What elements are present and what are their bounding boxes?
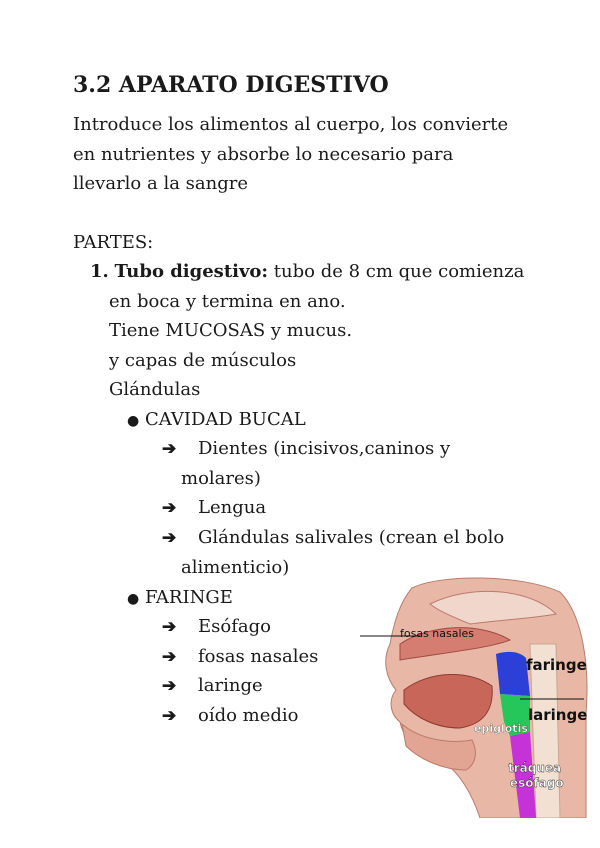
item-1-term: Tubo digestivo:: [114, 261, 269, 282]
arrow-icon: ➔: [162, 617, 177, 637]
sub-item-esofago: [162, 612, 271, 643]
label-faringe: faringe: [526, 656, 587, 674]
sub-item-label: Lengua: [198, 497, 267, 518]
item-1-continuation: en boca y termina en ano.: [109, 291, 346, 312]
sub-item-label: oído medio: [198, 705, 299, 726]
bullet-cavidad-bucal: [127, 405, 306, 437]
sub-item-continuation: molares): [181, 468, 261, 489]
item-1-continuation: Tiene MUCOSAS y mucus.: [109, 320, 353, 341]
bullet-icon: ●: [127, 591, 140, 607]
label-laringe: laringe: [528, 706, 588, 724]
sub-item-glandulas: [162, 523, 504, 554]
bullet-icon: ●: [127, 413, 140, 429]
item-1-line: [90, 257, 524, 287]
bullet-faringe: [127, 583, 233, 615]
item-1-continuation: Glándulas: [109, 379, 201, 400]
label-traquea: tráquea: [508, 761, 562, 775]
item-1-number: 1.: [90, 261, 109, 282]
bullet-label: FARINGE: [145, 587, 233, 608]
sub-item-continuation: alimenticio): [181, 557, 290, 578]
intro-line: Introduce los alimentos al cuerpo, los convierte: [73, 114, 509, 135]
sub-item-label: fosas nasales: [198, 646, 319, 667]
sub-item-laringe: [162, 671, 263, 702]
head-anatomy-diagram: [360, 574, 592, 818]
item-1-text: tubo de 8 cm que comienza: [268, 261, 525, 282]
pharynx-region: [496, 652, 530, 696]
sub-item-dientes: [162, 434, 450, 465]
sub-item-label: Esófago: [198, 616, 271, 637]
sub-item-oido-medio: [162, 701, 299, 732]
partes-label: PARTES:: [73, 232, 154, 253]
label-fosas-nasales: fosas nasales: [400, 627, 475, 640]
intro-paragraph: [73, 110, 543, 199]
arrow-icon: ➔: [162, 528, 177, 548]
arrow-icon: ➔: [162, 498, 177, 518]
intro-line: en nutrientes y absorbe lo necesario para: [73, 143, 454, 165]
bullet-label: CAVIDAD BUCAL: [145, 409, 306, 430]
item-1-continuation: y capas de músculos: [109, 350, 297, 371]
section-title: 3.2 APARATO DIGESTIVO: [73, 72, 389, 98]
sub-item-label: Glándulas salivales (crean el bolo: [198, 527, 505, 548]
sub-item-label: Dientes (incisivos,caninos y: [198, 438, 451, 459]
label-epiglotis: epiglotis: [474, 722, 528, 735]
arrow-icon: ➔: [162, 439, 177, 459]
arrow-icon: ➔: [162, 676, 177, 696]
arrow-icon: ➔: [162, 706, 177, 726]
arrow-icon: ➔: [162, 647, 177, 667]
sub-item-fosas-nasales: [162, 642, 318, 673]
sub-item-label: laringe: [198, 675, 263, 696]
label-esofago: esófago: [510, 776, 564, 790]
intro-line: llevarlo a la sangre: [73, 173, 248, 194]
sub-item-lengua: [162, 493, 266, 524]
